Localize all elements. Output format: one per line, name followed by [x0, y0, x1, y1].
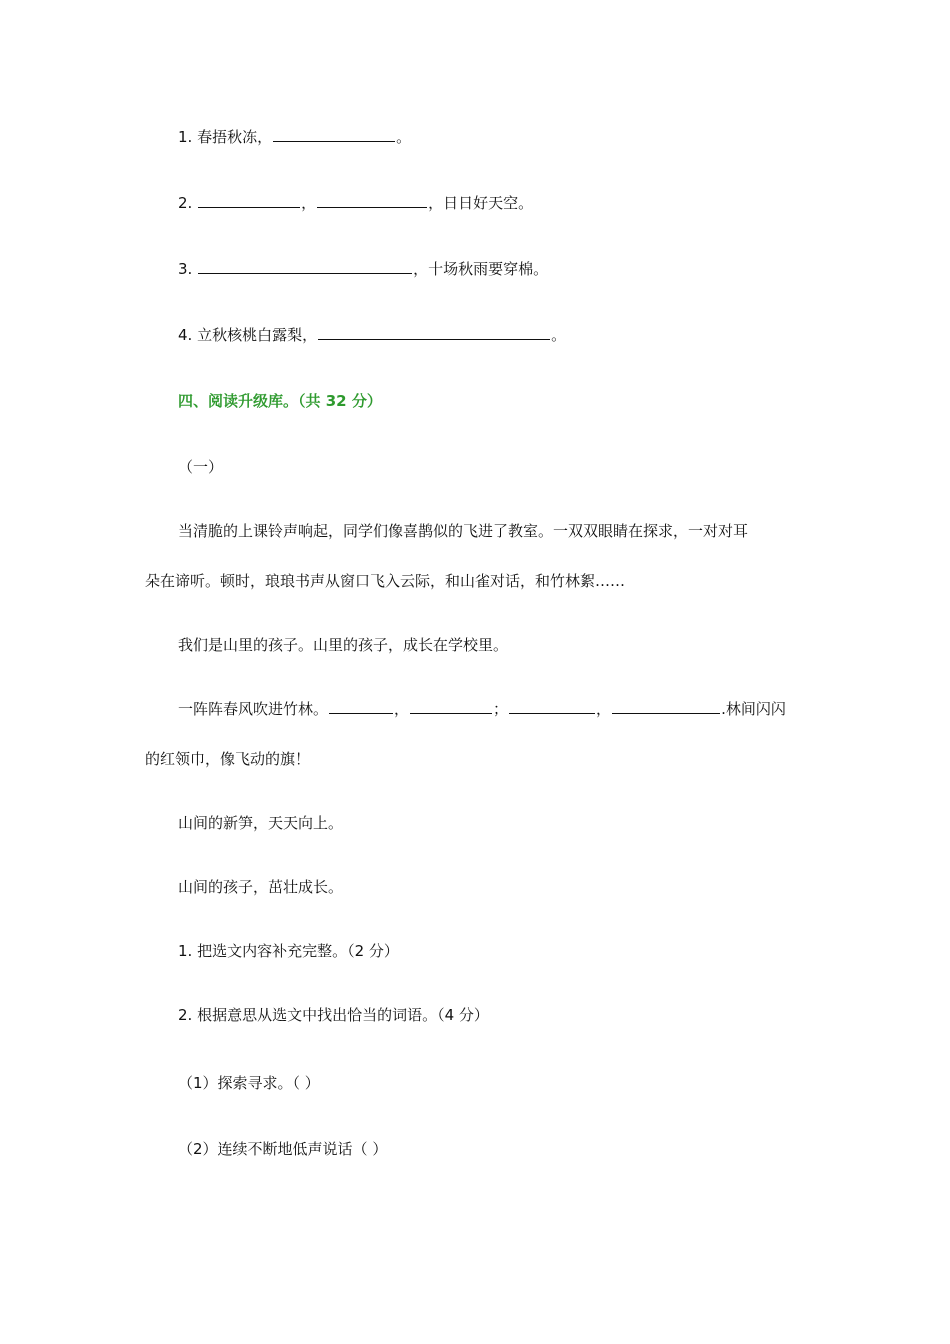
item-text-before: 立秋核桃白露梨， [197, 326, 318, 344]
item-text-before: 春捂秋冻， [197, 128, 273, 146]
passage-paragraph-5: 山间的孩子，茁壮成长。 [178, 878, 344, 896]
item-number: 3. [178, 260, 193, 278]
question-2: 2. 根据意思从选文中找出恰当的词语。（4 分） [178, 1006, 489, 1024]
passage-paragraph-2: 我们是山里的孩子。山里的孩子，成长在学校里。 [178, 636, 509, 654]
answer-blank[interactable] [509, 699, 595, 714]
answer-blank[interactable] [318, 325, 550, 340]
passage-paragraph-3-line-1 [178, 699, 786, 719]
question-2-sub-2: （2）连续不断地低声说话（ ） [178, 1140, 388, 1158]
item-number: 4. [178, 326, 193, 344]
passage-paragraph-1-line-2: 朵在谛听。顿时，琅琅书声从窗口飞入云际，和山雀对话，和竹林絮…… [145, 572, 626, 590]
item-text-after: ，十场秋雨要穿棉。 [413, 260, 549, 278]
fill-item-1 [178, 127, 411, 147]
paragraph-text: 一阵阵春风吹进竹林。 [178, 700, 329, 718]
passage-paragraph-3-line-2: 的红领巾，像飞动的旗！ [145, 750, 311, 768]
answer-blank[interactable] [329, 699, 393, 714]
item-text-after: ，日日好天空。 [428, 194, 534, 212]
question-2-sub-1: （1）探索寻求。（ ） [178, 1074, 320, 1092]
answer-blank[interactable] [198, 259, 412, 274]
answer-blank[interactable] [317, 193, 427, 208]
question-1: 1. 把选文内容补充完整。（2 分） [178, 942, 399, 960]
fill-item-2 [178, 193, 533, 213]
fill-item-3 [178, 259, 548, 279]
answer-blank[interactable] [612, 699, 720, 714]
fill-item-4 [178, 325, 566, 345]
item-number: 2. [178, 194, 193, 212]
item-separator: ， [596, 700, 612, 718]
answer-blank[interactable] [410, 699, 492, 714]
item-separator: ， [301, 194, 317, 212]
answer-blank[interactable] [273, 127, 395, 142]
item-text-after: 。 [396, 128, 412, 146]
item-separator: ； [493, 700, 509, 718]
item-text-after: 。 [551, 326, 567, 344]
passage-paragraph-1-line-1: 当清脆的上课铃声响起，同学们像喜鹊似的飞进了教室。一双双眼睛在探求，一对对耳 [178, 522, 749, 540]
item-separator: ， [394, 700, 410, 718]
passage-label: （一） [178, 458, 224, 476]
passage-paragraph-4: 山间的新笋，天天向上。 [178, 814, 344, 832]
section-heading: 四、阅读升级库。（共 32 分） [178, 392, 382, 410]
answer-blank[interactable] [198, 193, 300, 208]
paragraph-text: .林间闪闪 [721, 700, 786, 718]
item-number: 1. [178, 128, 193, 146]
